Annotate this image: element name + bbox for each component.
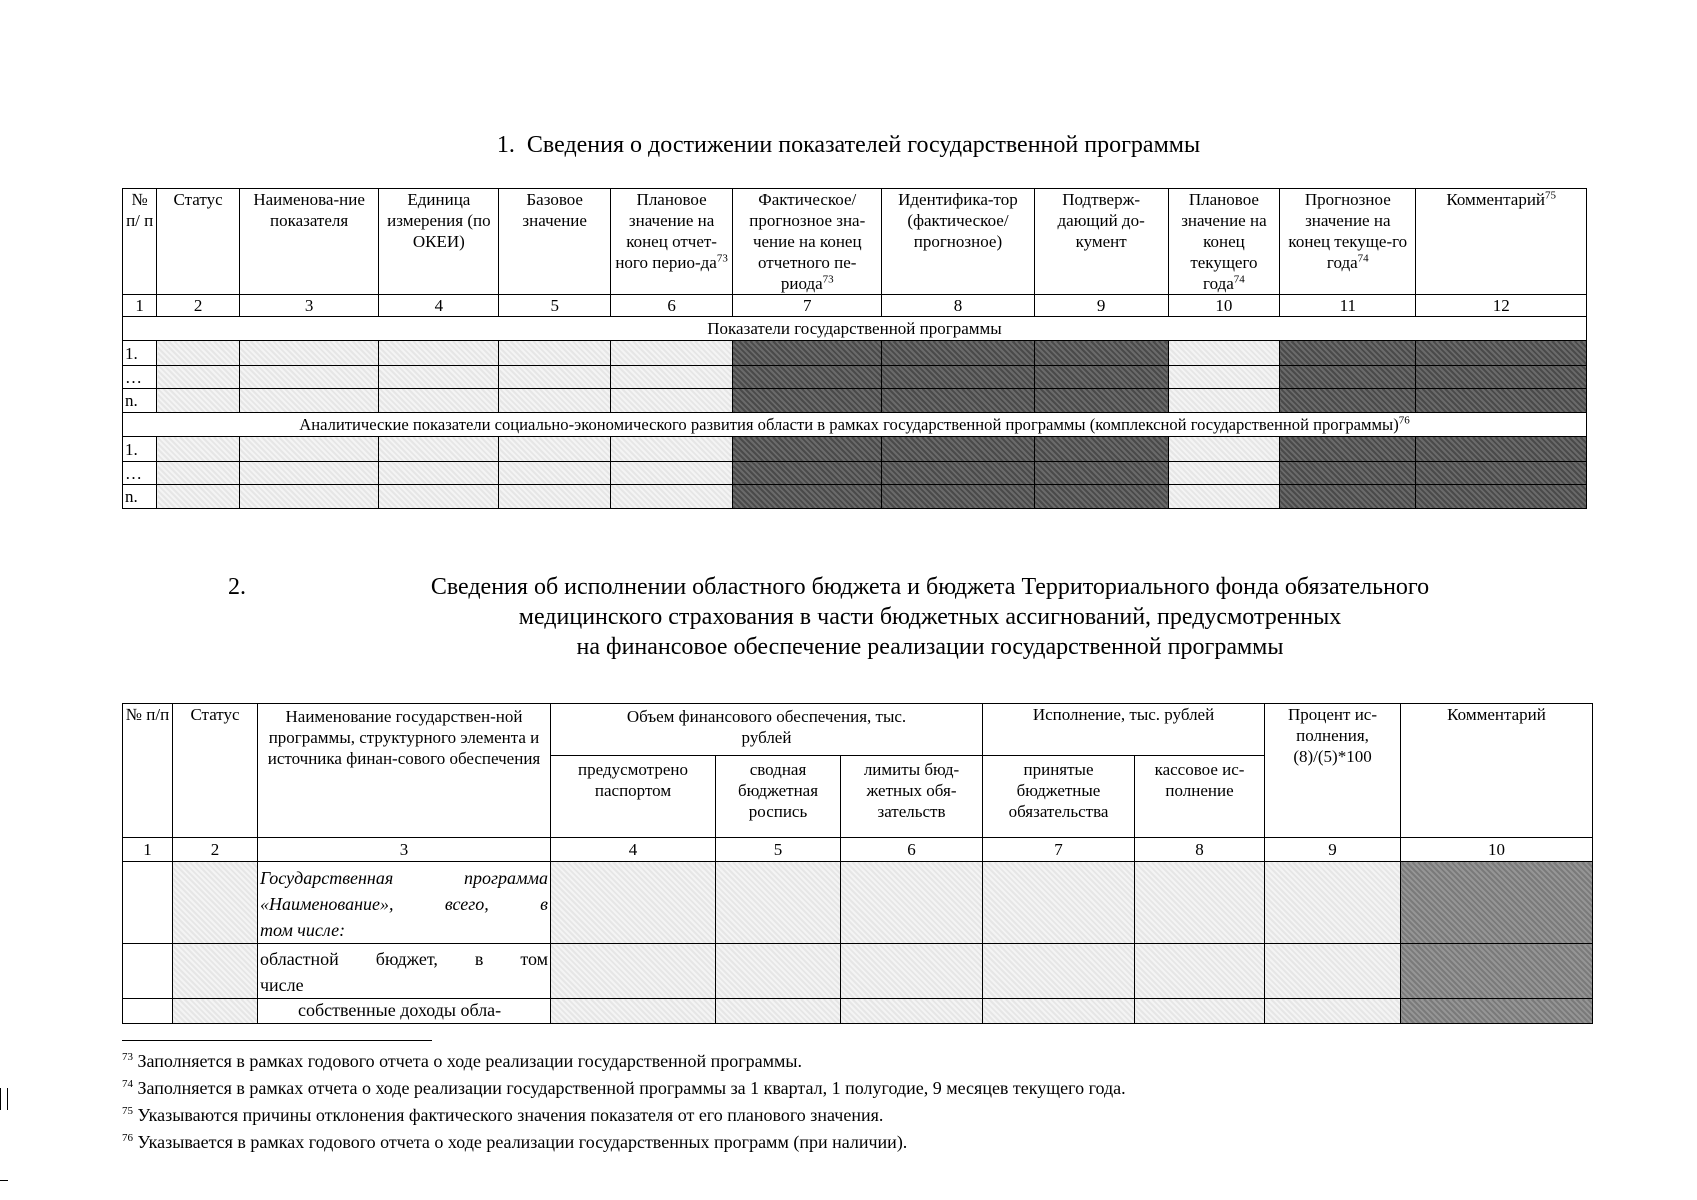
- group-row-analytical-indicators: [123, 413, 1587, 437]
- section2-number: 2.: [228, 574, 246, 600]
- column-number: 10: [1168, 295, 1280, 317]
- shaded-cell: [610, 485, 732, 509]
- header-cell: Статус: [157, 189, 240, 295]
- dark-cell: [733, 389, 882, 413]
- dark-cell: [733, 485, 882, 509]
- column-number: 8: [882, 295, 1034, 317]
- shaded-cell: [983, 862, 1135, 944]
- header-cell: лимиты бюд-жетных обя-зательств: [841, 756, 983, 838]
- group-label: Показатели государственной программы: [123, 317, 1587, 341]
- table-row: [123, 341, 1587, 366]
- footnote: $^{74}$ Заполняется в рамках отчета о ходе реализации государственной программы за 1 квартал, 1 полугодие, 9 месяцев текущего года.: [122, 1078, 1126, 1098]
- indicators-table: [122, 188, 1587, 509]
- row-number: 1.: [123, 341, 157, 366]
- dark-cell: [882, 462, 1034, 485]
- row-number: 1.: [123, 437, 157, 462]
- header-cell: Прогнозное значение на конец текуще-го года$^{74}$: [1280, 189, 1416, 295]
- shaded-cell: [499, 341, 611, 366]
- shaded-cell: [239, 437, 378, 462]
- dark-cell: [1034, 437, 1168, 462]
- shaded-cell: [610, 341, 732, 366]
- shaded-cell: [716, 862, 841, 944]
- column-number: 9: [1034, 295, 1168, 317]
- shaded-cell: [157, 462, 240, 485]
- shaded-cell: [173, 999, 258, 1024]
- shaded-cell: [173, 944, 258, 999]
- header-cell: Единица измерения (по ОКЕИ): [379, 189, 499, 295]
- margin-mark: [0, 1088, 8, 1110]
- column-number-row: [123, 838, 1593, 862]
- column-number: 3: [258, 838, 551, 862]
- shaded-cell: [173, 862, 258, 944]
- section2-title-line: на финансовое обеспечение реализации государственной программы: [576, 634, 1284, 660]
- header-cell: Базовое значение: [499, 189, 611, 295]
- shaded-cell: [1135, 944, 1265, 999]
- dark-cell: [733, 341, 882, 366]
- dark-cell: [1280, 437, 1416, 462]
- row-number: …: [123, 366, 157, 389]
- header-cell: Подтверж-дающий до-кумент: [1034, 189, 1168, 295]
- shaded-cell: [983, 999, 1135, 1024]
- budget-header-row: [123, 704, 1593, 756]
- shaded-cell: [499, 366, 611, 389]
- dark-cell: [1416, 366, 1587, 389]
- table-row: [123, 862, 1593, 944]
- dark-cell: [882, 437, 1034, 462]
- dark-cell: [882, 366, 1034, 389]
- shaded-cell: [239, 389, 378, 413]
- shaded-cell: [1265, 862, 1401, 944]
- empty-cell: [123, 944, 173, 999]
- shaded-cell: [716, 999, 841, 1024]
- shaded-cell: [379, 341, 499, 366]
- dark-cell: [1034, 389, 1168, 413]
- row-name: Государственная программа «Наименование», всего, в том числе:: [258, 862, 551, 944]
- shaded-cell: [841, 999, 983, 1024]
- column-number: 8: [1135, 838, 1265, 862]
- header-cell: Наименова-ние показателя: [239, 189, 378, 295]
- shaded-cell: [239, 366, 378, 389]
- column-number: 2: [157, 295, 240, 317]
- column-number: 6: [841, 838, 983, 862]
- column-number: 9: [1265, 838, 1401, 862]
- empty-cell: [123, 862, 173, 944]
- shaded-cell: [499, 437, 611, 462]
- section1-number: 1.: [496, 132, 515, 158]
- column-number: 4: [551, 838, 716, 862]
- shaded-cell: [499, 462, 611, 485]
- row-number: n.: [123, 485, 157, 509]
- dark-cell: [1034, 462, 1168, 485]
- column-number: 6: [610, 295, 732, 317]
- shaded-cell: [1135, 862, 1265, 944]
- dark-cell: [1416, 341, 1587, 366]
- table-row: [123, 389, 1587, 413]
- section2-title-line: Сведения об исполнении областного бюджета и бюджета Территориального фонда обязательного: [430, 574, 1430, 600]
- shaded-cell: [610, 437, 732, 462]
- dark-cell: [882, 341, 1034, 366]
- header-cell: Плановое значение на конец отчет-ного перио-$да^{73}$: [610, 189, 732, 295]
- dark-cell: [1416, 485, 1587, 509]
- section2-title: [210, 572, 1510, 662]
- dark-cell: [1416, 389, 1587, 413]
- shaded-cell: [379, 437, 499, 462]
- header-cell: кассовое ис-полнение: [1135, 756, 1265, 838]
- header-cell: Исполнение, тыс. рублей: [983, 704, 1265, 756]
- dark-cell: [1280, 366, 1416, 389]
- shaded-cell: [841, 862, 983, 944]
- table-row: [123, 485, 1587, 509]
- shaded-cell: [239, 485, 378, 509]
- dark-cell: [1416, 462, 1587, 485]
- column-number: 7: [733, 295, 882, 317]
- header-cell: сводная бюджетная роспись: [716, 756, 841, 838]
- header-cell: предусмотрено паспортом: [551, 756, 716, 838]
- column-number: 5: [499, 295, 611, 317]
- shaded-cell: [983, 944, 1135, 999]
- column-number: 4: [379, 295, 499, 317]
- column-number: 7: [983, 838, 1135, 862]
- dark-cell: [1401, 944, 1593, 999]
- header-cell: Идентифика-тор (фактическое/ прогнозное): [882, 189, 1034, 295]
- header-cell: Объем финансового обеспечения, тыс. рублей: [551, 704, 983, 756]
- column-number: 12: [1416, 295, 1587, 317]
- header-cell: Плановое значение на конец текущего года$^{74}$: [1168, 189, 1280, 295]
- column-number: 10: [1401, 838, 1593, 862]
- shaded-cell: [716, 944, 841, 999]
- dark-cell: [1280, 485, 1416, 509]
- header-cell: № п/п: [123, 704, 173, 838]
- header-cell: Статус: [173, 704, 258, 838]
- shaded-cell: [1168, 389, 1280, 413]
- dark-cell: [882, 389, 1034, 413]
- column-number: 5: [716, 838, 841, 862]
- dark-cell: [882, 485, 1034, 509]
- table-row: [123, 944, 1593, 999]
- column-number: 2: [173, 838, 258, 862]
- shaded-cell: [551, 944, 716, 999]
- header-cell: Фактическое/ прогнозное зна-чение на конец отчетного пе-риода$^{73}$: [733, 189, 882, 295]
- margin-dash: [0, 1180, 8, 1181]
- header-cell: принятые бюджетные обязательства: [983, 756, 1135, 838]
- shaded-cell: [239, 341, 378, 366]
- shaded-cell: [610, 389, 732, 413]
- header-cell: Комментарий$^{75}$: [1416, 189, 1587, 295]
- group-row-program-indicators: [123, 317, 1587, 341]
- dark-cell: [733, 366, 882, 389]
- dark-cell: [1034, 341, 1168, 366]
- footnotes: [122, 1048, 1582, 1156]
- column-number-row: [123, 295, 1587, 317]
- shaded-cell: [157, 437, 240, 462]
- column-number: 3: [239, 295, 378, 317]
- dark-cell: [1401, 862, 1593, 944]
- shaded-cell: [1168, 462, 1280, 485]
- empty-cell: [123, 999, 173, 1024]
- shaded-cell: [1168, 485, 1280, 509]
- section2-title-line: медицинского страхования в части бюджетных ассигнований, предусмотренных: [518, 604, 1342, 630]
- dark-cell: [1034, 485, 1168, 509]
- dark-cell: [1416, 437, 1587, 462]
- table-row: [123, 437, 1587, 462]
- table-row: [123, 366, 1587, 389]
- header-cell: Наименование государствен-ной программы, структурного элемента и источника финан-сового обеспечения: [258, 704, 551, 838]
- shaded-cell: [499, 485, 611, 509]
- column-number: 1: [123, 295, 157, 317]
- shaded-cell: [1265, 944, 1401, 999]
- row-name: собственные доходы обла-: [258, 999, 551, 1024]
- shaded-cell: [551, 862, 716, 944]
- footnote-divider: [122, 1040, 432, 1041]
- shaded-cell: [157, 389, 240, 413]
- section1-title: [0, 130, 1697, 160]
- dark-cell: [1401, 999, 1593, 1024]
- budget-execution-table: [122, 703, 1593, 1024]
- row-number: …: [123, 462, 157, 485]
- header-cell: Комментарий: [1401, 704, 1593, 838]
- shaded-cell: [551, 999, 716, 1024]
- shaded-cell: [157, 341, 240, 366]
- dark-cell: [733, 437, 882, 462]
- shaded-cell: [239, 462, 378, 485]
- footnote: $^{73}$ Заполняется в рамках годового отчета о ходе реализации государственной программы.: [122, 1051, 802, 1071]
- shaded-cell: [1168, 366, 1280, 389]
- dark-cell: [1280, 389, 1416, 413]
- footnote: $^{76}$ Указывается в рамках годового отчета о ходе реализации государственных программ (при наличии).: [122, 1132, 908, 1152]
- shaded-cell: [157, 366, 240, 389]
- header-cell: № п/ п: [123, 189, 157, 295]
- section1-title-text: Сведения о достижении показателей государственной программы: [526, 132, 1201, 158]
- table-row: [123, 462, 1587, 485]
- shaded-cell: [379, 389, 499, 413]
- dark-cell: [1034, 366, 1168, 389]
- shaded-cell: [610, 366, 732, 389]
- dark-cell: [1280, 341, 1416, 366]
- group-label: Аналитические показатели социально-экономического развития области в рамках государственной программы (комплексной государственной программы)$^{76}$: [123, 413, 1587, 437]
- footnote: $^{75}$ Указываются причины отклонения фактического значения показателя от его планового значения.: [122, 1105, 884, 1125]
- column-number: 1: [123, 838, 173, 862]
- header-cell: Процент ис-полнения, (8)/(5)*100: [1265, 704, 1401, 838]
- shaded-cell: [610, 462, 732, 485]
- indicators-header-row: [123, 189, 1587, 295]
- shaded-cell: [379, 462, 499, 485]
- row-name: областной бюджет, в том числе: [258, 944, 551, 999]
- shaded-cell: [1265, 999, 1401, 1024]
- shaded-cell: [379, 366, 499, 389]
- shaded-cell: [1135, 999, 1265, 1024]
- shaded-cell: [841, 944, 983, 999]
- shaded-cell: [1168, 341, 1280, 366]
- shaded-cell: [499, 389, 611, 413]
- shaded-cell: [157, 485, 240, 509]
- shaded-cell: [379, 485, 499, 509]
- dark-cell: [1280, 462, 1416, 485]
- row-number: n.: [123, 389, 157, 413]
- dark-cell: [733, 462, 882, 485]
- column-number: 11: [1280, 295, 1416, 317]
- table-row: [123, 999, 1593, 1024]
- shaded-cell: [1168, 437, 1280, 462]
